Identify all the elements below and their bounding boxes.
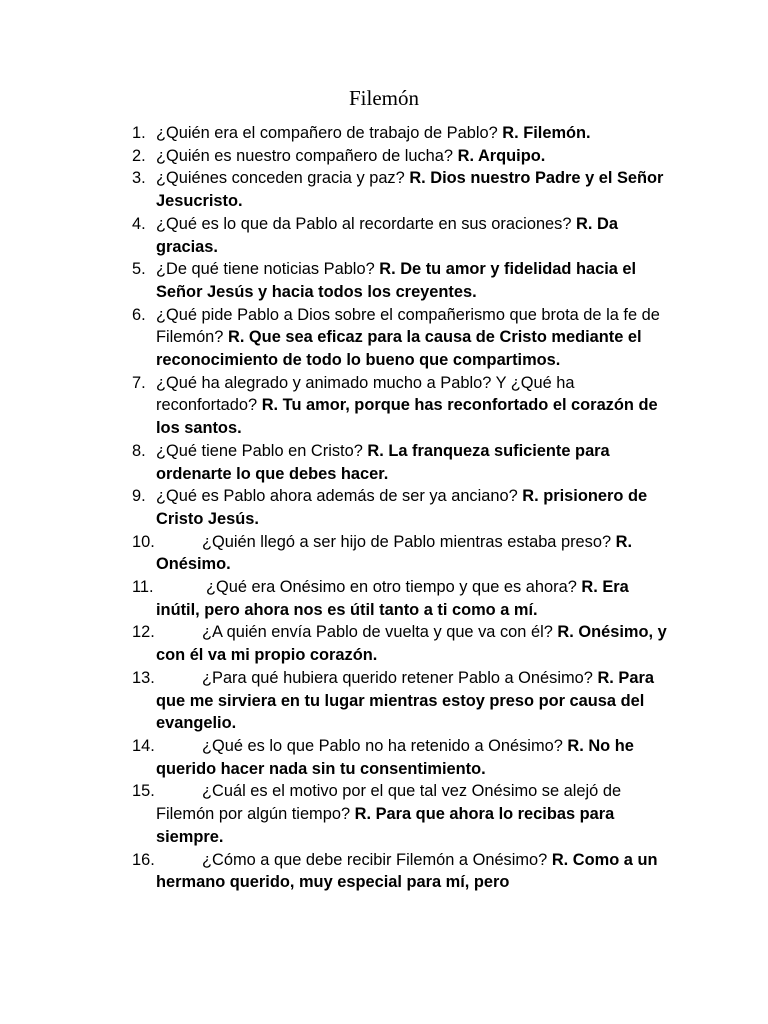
item-number: 7. bbox=[132, 373, 146, 392]
list-item bbox=[132, 167, 672, 212]
list-item bbox=[132, 576, 672, 621]
list-item bbox=[132, 122, 672, 145]
answer-text: R. Como a un hermano querido, muy especial para mí, pero bbox=[156, 850, 658, 892]
question-text: ¿Qué pide Pablo a Dios sobre el compañerismo que brota de la fe de Filemón? bbox=[156, 305, 660, 347]
answer-text: R. La franqueza suficiente para ordenarte lo que debes hacer. bbox=[156, 441, 610, 483]
item-number: 3. bbox=[132, 169, 146, 188]
item-number: 5. bbox=[132, 260, 146, 279]
question-text: ¿Qué era Onésimo en otro tiempo y que es ahora? bbox=[206, 578, 577, 597]
question-list bbox=[132, 122, 672, 894]
list-item bbox=[132, 780, 672, 848]
question-text: ¿Qué es lo que da Pablo al recordarte en sus oraciones? bbox=[156, 214, 572, 233]
question-text: ¿Qué ha alegrado y animado mucho a Pablo? Y ¿Qué ha reconfortado? bbox=[156, 373, 575, 415]
answer-text: R. Para que ahora lo recibas para siempre. bbox=[156, 805, 615, 846]
item-number: 1. bbox=[132, 124, 146, 142]
answer-text: R. De tu amor y fidelidad hacia el Señor Jesús y hacia todos los creyentes. bbox=[156, 260, 637, 301]
list-item bbox=[132, 145, 672, 168]
answer-text: R. Dios nuestro Padre y el Señor Jesucristo. bbox=[156, 169, 664, 211]
item-number: 12. bbox=[132, 623, 155, 642]
list-item bbox=[132, 621, 672, 666]
question-text: ¿Cuál es el motivo por el que tal vez Onésimo se alejó de Filemón por algún tiempo? bbox=[156, 782, 622, 824]
question-text: ¿Para qué hubiera querido retener Pablo a Onésimo? bbox=[202, 668, 593, 687]
question-text: ¿A quién envía Pablo de vuelta y que va con él? bbox=[202, 623, 553, 642]
list-item bbox=[132, 213, 672, 258]
item-number: 14. bbox=[132, 736, 155, 755]
item-number: 6. bbox=[132, 305, 146, 324]
answer-text: R. Onésimo, y con él va mi propio corazón. bbox=[156, 623, 667, 665]
list-item bbox=[132, 372, 672, 440]
item-number: 16. bbox=[132, 850, 155, 869]
list-item bbox=[132, 440, 672, 485]
item-number: 2. bbox=[132, 146, 146, 165]
question-text: ¿Quiénes conceden gracia y paz? bbox=[156, 169, 405, 188]
question-text: ¿Quién era el compañero de trabajo de Pablo? bbox=[156, 124, 498, 142]
answer-text: R. Que sea eficaz para la causa de Cristo mediante el reconocimiento de todo lo bueno que compartimos. bbox=[156, 328, 642, 370]
list-item bbox=[132, 304, 672, 372]
item-number: 8. bbox=[132, 441, 146, 460]
answer-text: R. Onésimo. bbox=[156, 532, 633, 574]
question-text: ¿Qué es Pablo ahora además de ser ya anciano? bbox=[156, 487, 518, 506]
question-text: ¿Qué tiene Pablo en Cristo? bbox=[156, 441, 363, 460]
item-number: 4. bbox=[132, 214, 146, 233]
item-number: 15. bbox=[132, 782, 155, 801]
item-number: 11. bbox=[132, 578, 154, 597]
answer-text: R. Filemón. bbox=[502, 124, 591, 142]
answer-text: R. No he querido hacer nada sin tu consentimiento. bbox=[156, 736, 634, 778]
answer-text: R. Para que me sirviera en tu lugar mientras estoy preso por causa del evangelio. bbox=[156, 668, 654, 733]
item-number: 9. bbox=[132, 487, 146, 506]
list-item bbox=[132, 667, 672, 735]
answer-text: R. prisionero de Cristo Jesús. bbox=[156, 487, 648, 528]
question-text: ¿Cómo a que debe recibir Filemón a Onésimo? bbox=[202, 850, 548, 869]
answer-text: R. Tu amor, porque has reconfortado el corazón de los santos. bbox=[156, 396, 658, 438]
list-item bbox=[132, 258, 672, 303]
document-title: Filemón bbox=[348, 86, 419, 110]
item-number: 13. bbox=[132, 668, 155, 687]
answer-text: R. Arquipo. bbox=[457, 146, 546, 165]
list-item bbox=[132, 735, 672, 780]
question-text: ¿De qué tiene noticias Pablo? bbox=[156, 260, 375, 279]
item-number: 10. bbox=[132, 532, 155, 551]
list-item bbox=[132, 531, 672, 576]
question-text: ¿Quién llegó a ser hijo de Pablo mientras estaba preso? bbox=[202, 532, 612, 551]
list-item bbox=[132, 485, 672, 530]
answer-text: R. Era inútil, pero ahora nos es útil tanto a ti como a mí. bbox=[156, 578, 629, 619]
list-item bbox=[132, 849, 672, 894]
question-text: ¿Qué es lo que Pablo no ha retenido a Onésimo? bbox=[202, 736, 563, 755]
answer-text: R. Da gracias. bbox=[156, 214, 618, 256]
question-text: ¿Quién es nuestro compañero de lucha? bbox=[156, 146, 454, 165]
